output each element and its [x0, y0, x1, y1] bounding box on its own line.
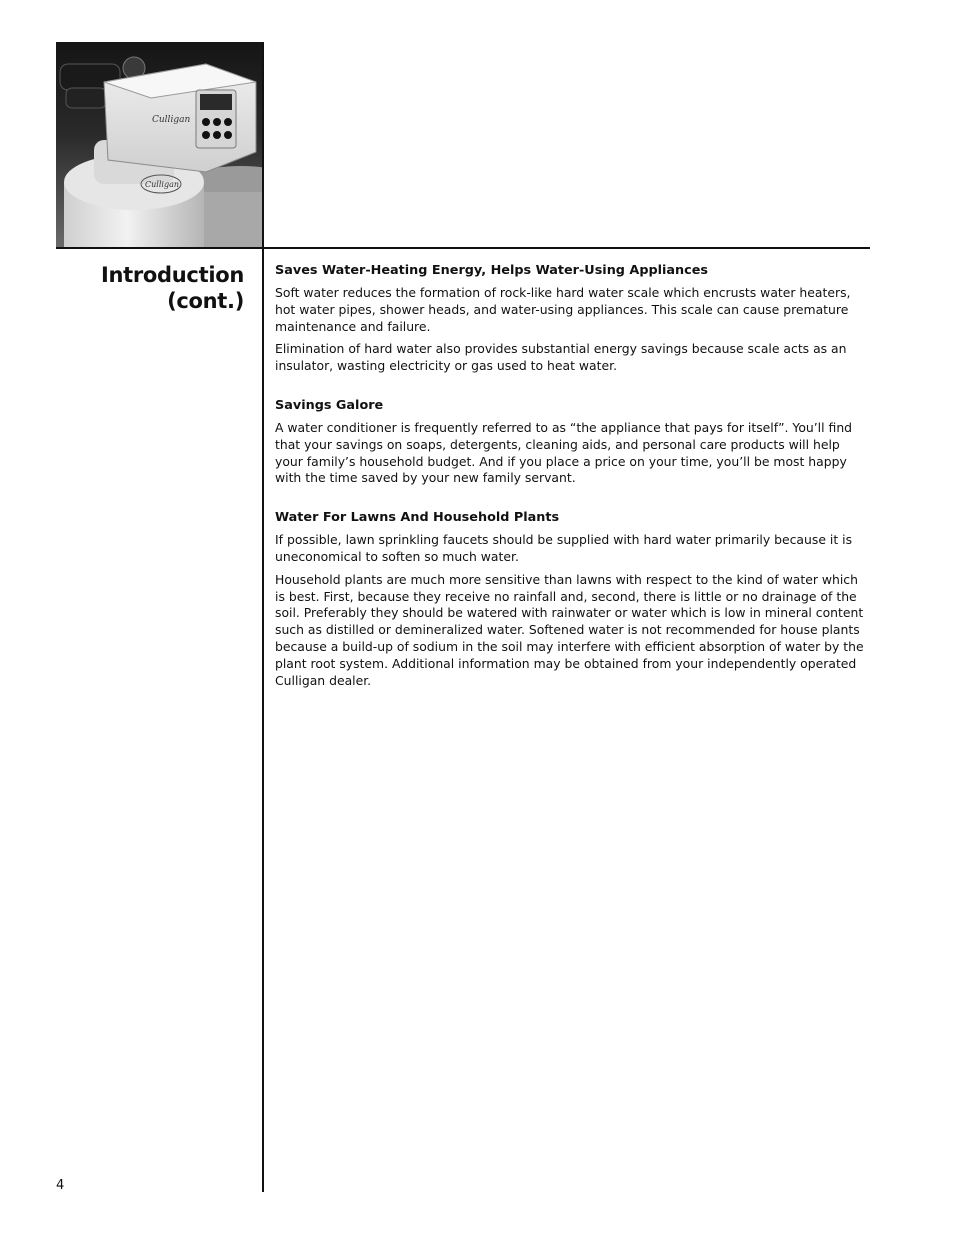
water-conditioner-illustration: [56, 42, 263, 248]
section-savings: [275, 397, 869, 487]
product-photo: [56, 42, 263, 248]
paragraph: Elimination of hard water also provides substantial energy savings because scale acts as an insulator, wasting electricity or gas used to heat water.: [275, 341, 847, 374]
unit-logo: Culligan: [152, 115, 191, 125]
paragraph: A water conditioner is frequently referred to as “the appliance that pays for itself”. You’ll find that your savings on soaps, detergents, cleaning aids, and personal care products will help your family’s household budget. And if you place a price on your time, you’ll be most happy with the time saved by your new family servant.: [275, 419, 853, 486]
paragraph: If possible, lawn sprinkling faucets should be supplied with hard water primarily because it is uneconomical to soften so much water.: [275, 532, 853, 564]
section-title: [44, 262, 244, 314]
tank-logo: Culligan: [145, 180, 179, 189]
paragraph: Household plants are much more sensitive than lawns with respect to the kind of water which is best. First, because they receive no rainfall and, second, there is little or no drainage of the soil. Preferably they should be watered with rainwater or water which is low in mineral content such as distilled or demineralized water. Softened water is not recommended for house plants because a build-up of sodium in the soil may interfere with efficient absorption of water by the plant root system. Additional information may be obtained from your independently operated Culligan dealer.: [275, 571, 864, 688]
paragraph: Soft water reduces the formation of rock-like hard water scale which encrusts water heaters, hot water pipes, shower heads, and water-using appliances. This scale can cause premature maintenance and failure.: [275, 285, 851, 334]
section-energy: [275, 262, 869, 375]
body-content: [275, 262, 869, 711]
section-lawns-plants: [275, 509, 869, 689]
page-number: 4: [56, 1178, 65, 1193]
section-heading: Savings Galore: [275, 397, 384, 413]
header-divider-horizontal: [56, 247, 870, 249]
section-heading: Saves Water-Heating Energy, Helps Water-Using Appliances: [275, 263, 709, 278]
section-title-line1: Introduction: [100, 263, 244, 287]
section-heading: Water For Lawns And Household Plants: [275, 510, 560, 526]
column-divider-vertical: [262, 42, 264, 1192]
section-title-line2: (cont.): [167, 289, 244, 313]
